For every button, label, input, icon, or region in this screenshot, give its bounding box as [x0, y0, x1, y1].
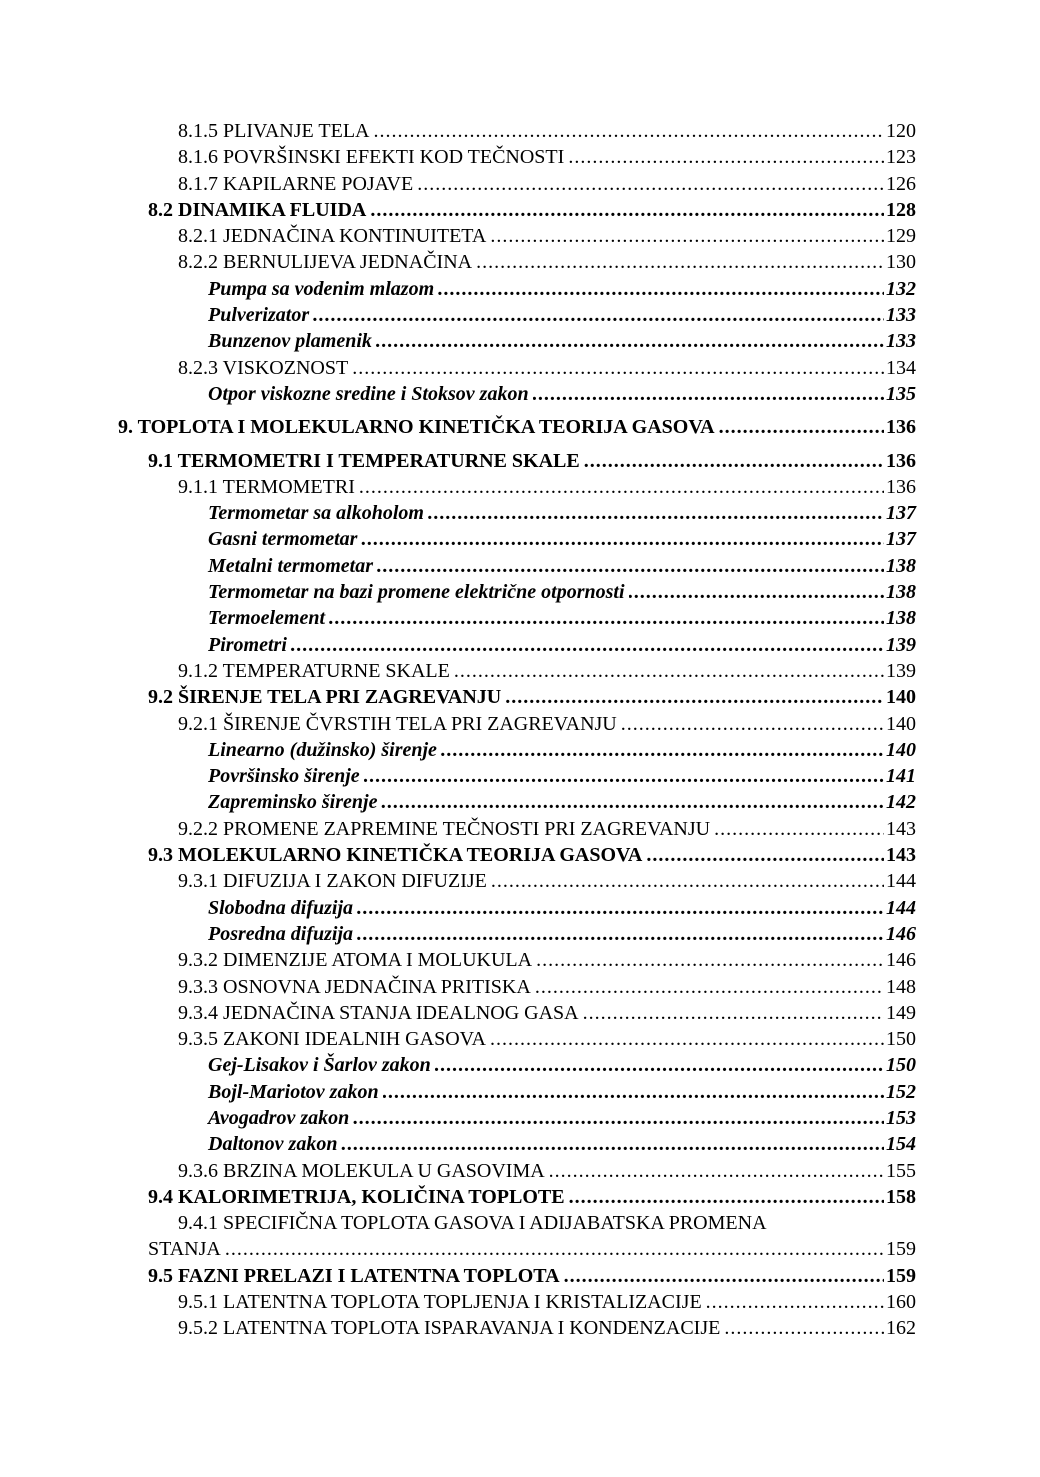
- toc-page-number: 134: [886, 356, 916, 379]
- toc-page-number: 153: [886, 1106, 916, 1129]
- toc-entry[interactable]: [208, 789, 916, 815]
- dot-leader: [564, 1263, 884, 1289]
- toc-entry-title: Termometar na bazi promene električne otpornosti: [208, 581, 625, 604]
- dot-leader: [706, 1289, 884, 1315]
- toc-entry-title: 8.2.1 JEDNAČINA KONTINUITETA: [178, 225, 487, 248]
- dot-leader: [583, 1000, 884, 1026]
- toc-entry[interactable]: [208, 276, 916, 302]
- toc-entry[interactable]: [208, 579, 916, 605]
- toc-page-number: 138: [886, 607, 916, 630]
- dot-leader: [359, 474, 884, 500]
- toc-page-number: 130: [886, 251, 916, 274]
- toc-entry[interactable]: [118, 414, 916, 440]
- toc-page-number: 162: [886, 1317, 916, 1340]
- toc-entry[interactable]: [148, 448, 916, 474]
- table-of-contents: [0, 118, 1040, 1342]
- dot-leader: [629, 579, 885, 605]
- toc-entry[interactable]: [178, 816, 916, 842]
- toc-page-number: 140: [886, 686, 916, 709]
- toc-page-number: 146: [886, 922, 916, 945]
- dot-leader: [490, 223, 884, 249]
- toc-entry-title: 8.1.5 PLIVANJE TELA: [178, 120, 370, 142]
- toc-page-number: 159: [886, 1264, 916, 1287]
- toc-entry-title: 9.2.2 PROMENE ZAPREMINE TEČNOSTI PRI ZAGREVANJU: [178, 817, 711, 840]
- dot-leader: [357, 895, 884, 921]
- dot-leader: [568, 144, 884, 170]
- toc-page-number: 135: [886, 382, 916, 405]
- dot-leader: [361, 526, 884, 552]
- dot-leader: [329, 605, 884, 631]
- toc-page-number: 128: [886, 198, 916, 221]
- toc-entry[interactable]: [178, 1158, 916, 1184]
- toc-entry-title: 8.2.3 VISKOZNOST: [178, 356, 349, 379]
- toc-page-number: 136: [886, 475, 916, 498]
- toc-entry[interactable]: [208, 1105, 916, 1131]
- toc-entry-title: Površinsko širenje: [208, 765, 360, 788]
- dot-leader: [536, 947, 884, 973]
- toc-page-number: 152: [886, 1080, 916, 1103]
- toc-entry[interactable]: [208, 1052, 916, 1078]
- toc-page-number: 140: [886, 712, 916, 735]
- dot-leader: [381, 789, 884, 815]
- toc-page-number: 136: [886, 416, 916, 439]
- dot-leader: [491, 868, 884, 894]
- toc-entry[interactable]: [208, 553, 916, 579]
- toc-entry[interactable]: [208, 605, 916, 631]
- toc-page-number: 136: [886, 449, 916, 472]
- dot-leader: [352, 355, 884, 381]
- toc-entry-title: Pirometri: [208, 633, 287, 656]
- dot-leader: [373, 118, 884, 144]
- toc-entry[interactable]: [208, 526, 916, 552]
- toc-entry[interactable]: [208, 1131, 916, 1157]
- toc-entry[interactable]: [178, 1026, 916, 1052]
- dot-leader: [714, 816, 884, 842]
- dot-leader: [719, 414, 884, 440]
- toc-page-number: 138: [886, 581, 916, 604]
- toc-page-number: 139: [886, 659, 916, 682]
- toc-entry[interactable]: [178, 711, 916, 737]
- toc-entry[interactable]: [208, 302, 916, 328]
- dot-leader: [341, 1131, 884, 1157]
- dot-leader: [476, 249, 884, 275]
- toc-entry-title: STANJA: [148, 1238, 221, 1261]
- toc-entry-title: 9.3.4 JEDNAČINA STANJA IDEALNOG GASA: [178, 1001, 579, 1024]
- toc-entry[interactable]: [178, 118, 916, 144]
- toc-entry[interactable]: [148, 197, 916, 223]
- toc-page-number: 158: [886, 1185, 916, 1208]
- toc-entry-title: 9.2.1 ŠIRENJE ČVRSTIH TELA PRI ZAGREVANJU: [178, 712, 617, 735]
- toc-entry[interactable]: [178, 355, 916, 381]
- toc-entry[interactable]: [208, 500, 916, 526]
- dot-leader: [291, 632, 884, 658]
- toc-entry-title: 9.5.2 LATENTNA TOPLOTA ISPARAVANJA I KONDENZACIJE: [178, 1317, 721, 1340]
- toc-page-number: 139: [886, 633, 916, 656]
- toc-entry[interactable]: [148, 684, 916, 710]
- toc-entry-title: Otpor viskozne sredine i Stoksov zakon: [208, 382, 529, 405]
- toc-entry[interactable]: [178, 868, 916, 894]
- dot-leader: [490, 1026, 884, 1052]
- toc-page-number: 132: [886, 277, 916, 300]
- toc-entry-title: Termometar sa alkoholom: [208, 502, 424, 525]
- dot-leader: [225, 1236, 884, 1262]
- toc-entry[interactable]: [178, 249, 916, 275]
- toc-entry[interactable]: [178, 171, 916, 197]
- toc-entry-title: Zapreminsko širenje: [208, 791, 378, 814]
- toc-page-number: 120: [886, 120, 916, 142]
- toc-entry[interactable]: [178, 1289, 916, 1315]
- toc-page-number: 143: [886, 844, 916, 867]
- toc-entry-title: Bunzenov plamenik: [208, 330, 372, 353]
- toc-entry[interactable]: [208, 763, 916, 789]
- toc-entry-title: 8.1.7 KAPILARNE POJAVE: [178, 172, 414, 195]
- toc-entry-title: Metalni termometar: [208, 554, 373, 577]
- toc-entry-title: 9.3.3 OSNOVNA JEDNAČINA PRITISKA: [178, 975, 531, 998]
- toc-entry[interactable]: [208, 921, 916, 947]
- toc-entry-title: 9.3.5 ZAKONI IDEALNIH GASOVA: [178, 1028, 486, 1051]
- dot-leader: [417, 171, 884, 197]
- toc-page-number: 133: [886, 304, 916, 327]
- toc-entry-title: Termoelement: [208, 607, 326, 630]
- toc-page-number: 143: [886, 817, 916, 840]
- dot-leader: [370, 197, 884, 223]
- toc-entry-title: Linearno (dužinsko) širenje: [208, 738, 437, 761]
- toc-entry[interactable]: [208, 381, 916, 407]
- toc-entry[interactable]: [178, 658, 916, 684]
- dot-leader: [377, 553, 884, 579]
- toc-entry[interactable]: [208, 737, 916, 763]
- toc-page-number: 142: [886, 791, 916, 814]
- toc-entry-title: 9.5 FAZNI PRELAZI I LATENTNA TOPLOTA: [148, 1264, 560, 1287]
- toc-entry-title: Gasni termometar: [208, 528, 358, 551]
- toc-entry-title: 9.1.2 TEMPERATURNE SKALE: [178, 659, 450, 682]
- toc-page-number: 138: [886, 554, 916, 577]
- toc-entry[interactable]: [178, 1000, 916, 1026]
- dot-leader: [454, 658, 884, 684]
- toc-page-number: 144: [886, 870, 916, 893]
- dot-leader: [621, 711, 884, 737]
- toc-page-number: 155: [886, 1159, 916, 1182]
- toc-entry[interactable]: [178, 474, 916, 500]
- toc-page-number: 159: [886, 1238, 916, 1261]
- toc-entry[interactable]: [208, 632, 916, 658]
- toc-entry-title: Daltonov zakon: [208, 1133, 338, 1156]
- toc-page-number: 137: [886, 502, 916, 525]
- dot-leader: [549, 1158, 884, 1184]
- dot-leader: [364, 763, 884, 789]
- toc-page-number: 150: [886, 1054, 916, 1077]
- toc-page-number: 146: [886, 949, 916, 972]
- toc-entry-title-line: 9.4.1 SPECIFIČNA TOPLOTA GASOVA I ADIJABATSKA PROMENA: [178, 1212, 767, 1235]
- toc-page-number: 123: [886, 146, 916, 169]
- toc-entry-title: 8.2 DINAMIKA FLUIDA: [148, 198, 367, 221]
- dot-leader: [724, 1315, 884, 1341]
- toc-page-number: 144: [886, 896, 916, 919]
- dot-leader: [435, 1052, 884, 1078]
- toc-entry[interactable]: [178, 144, 916, 170]
- toc-entry-title: 9.3.1 DIFUZIJA I ZAKON DIFUZIJE: [178, 870, 487, 893]
- toc-entry-title: 8.2.2 BERNULIJEVA JEDNAČINA: [178, 251, 473, 274]
- dot-leader: [357, 921, 884, 947]
- toc-entry-title: Gej-Lisakov i Šarlov zakon: [208, 1054, 431, 1077]
- toc-page-number: 160: [886, 1291, 916, 1314]
- toc-page-number: 154: [886, 1133, 916, 1156]
- dot-leader: [353, 1105, 884, 1131]
- toc-entry-title: 9.3.2 DIMENZIJE ATOMA I MOLUKULA: [178, 949, 533, 972]
- toc-entry[interactable]: [148, 842, 916, 868]
- dot-leader: [428, 500, 884, 526]
- dot-leader: [383, 1079, 884, 1105]
- toc-entry-title: 9.2 ŠIRENJE TELA PRI ZAGREVANJU: [148, 686, 502, 709]
- dot-leader: [376, 328, 884, 354]
- toc-entry-title: Bojl-Mariotov zakon: [208, 1080, 379, 1103]
- toc-page-number: 150: [886, 1028, 916, 1051]
- dot-leader: [505, 684, 884, 710]
- toc-entry-title: 9.3 MOLEKULARNO KINETIČKA TEORIJA GASOVA: [148, 844, 643, 867]
- toc-page-number: 137: [886, 528, 916, 551]
- toc-entry-title: Avogadrov zakon: [208, 1106, 350, 1129]
- toc-entry-title: 8.1.6 POVRŠINSKI EFEKTI KOD TEČNOSTI: [178, 146, 565, 169]
- toc-page-number: 141: [886, 765, 916, 788]
- toc-entry[interactable]: [148, 1184, 916, 1210]
- toc-entry-title: Posredna difuzija: [208, 922, 354, 945]
- toc-entry-title: Slobodna difuzija: [208, 896, 354, 919]
- toc-entry[interactable]: [148, 1263, 916, 1289]
- toc-entry-title: 9.5.1 LATENTNA TOPLOTA TOPLJENJA I KRISTALIZACIJE: [178, 1291, 702, 1314]
- toc-entry[interactable]: [208, 1079, 916, 1105]
- toc-entry-title: Pulverizator: [208, 304, 310, 327]
- toc-entry-title: 9.1.1 TERMOMETRI: [178, 475, 355, 498]
- toc-entry[interactable]: [178, 974, 916, 1000]
- toc-entry[interactable]: [148, 1236, 916, 1262]
- dot-leader: [535, 974, 884, 1000]
- toc-page-number: 140: [886, 738, 916, 761]
- toc-entry[interactable]: [178, 223, 916, 249]
- toc-page-number: 129: [886, 225, 916, 248]
- toc-entry-title: 9.1 TERMOMETRI I TEMPERATURNE SKALE: [148, 449, 580, 472]
- toc-entry[interactable]: [208, 328, 916, 354]
- toc-entry-title: 9. TOPLOTA I MOLEKULARNO KINETIČKA TEORIJA GASOVA: [118, 416, 715, 439]
- toc-entry-title: 9.3.6 BRZINA MOLEKULA U GASOVIMA: [178, 1159, 545, 1182]
- dot-leader: [584, 448, 884, 474]
- toc-page-number: 126: [886, 172, 916, 195]
- dot-leader: [646, 842, 884, 868]
- dot-leader: [533, 381, 884, 407]
- dot-leader: [313, 302, 884, 328]
- toc-entry-title: 9.4 KALORIMETRIJA, KOLIČINA TOPLOTE: [148, 1185, 565, 1208]
- toc-entry[interactable]: [178, 1315, 916, 1341]
- toc-page-number: 148: [886, 975, 916, 998]
- toc-page-number: 149: [886, 1001, 916, 1024]
- toc-entry[interactable]: [208, 895, 916, 921]
- toc-entry[interactable]: [178, 947, 916, 973]
- toc-page-number: 133: [886, 330, 916, 353]
- dot-leader: [441, 737, 884, 763]
- dot-leader: [569, 1184, 884, 1210]
- dot-leader: [438, 276, 884, 302]
- toc-entry-title: Pumpa sa vodenim mlazom: [208, 277, 435, 300]
